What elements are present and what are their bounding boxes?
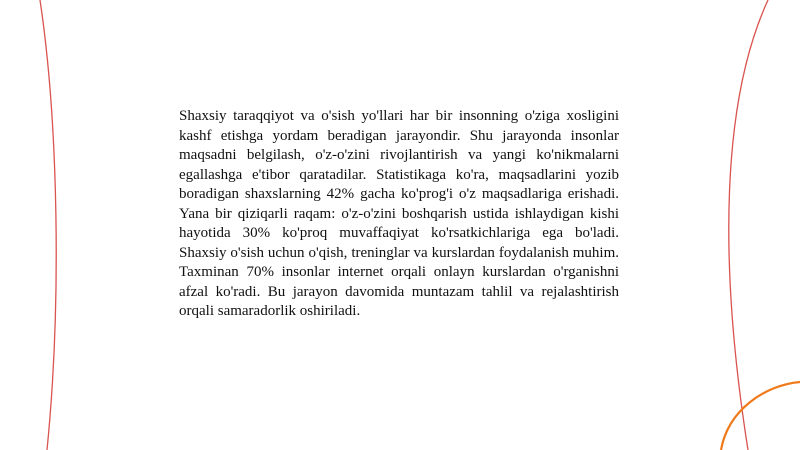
right-red-curve bbox=[729, 0, 768, 450]
left-red-curve bbox=[40, 0, 56, 450]
orange-curve bbox=[721, 382, 800, 450]
body-paragraph: Shaxsiy taraqqiyot va o'sish yo'llari har bir insonning o'ziga xosligini kashf etishga yordam beradigan jarayondir. Shu jarayonda insonlar maqsadni belgilash, o'z-o'zini rivojlantirish va yangi ko'nikmalarni egallashga e'tibor qaratadilar. Statistikaga ko'ra, maqsadlarini yozib boradigan shaxslarning 42% gacha ko'prog'i o'z maqsadlariga erishadi. Yana bir qiziqarli raqam: o'z-o'zini boshqarish ustida ishlaydigan kishi hayotida 30% ko'proq muvaffaqiyat ko'rsatkichlariga ega bo'ladi. Shaxsiy o'sish uchun o'qish, treninglar va kurslardan foydalanish muhim. Taxminan 70% insonlar internet orqali onlayn kurslardan o'rganishni afzal ko'radi. Bu jarayon davomida muntazam tahlil va rejalashtirish orqali samaradorlik oshiriladi. bbox=[179, 108, 619, 319]
